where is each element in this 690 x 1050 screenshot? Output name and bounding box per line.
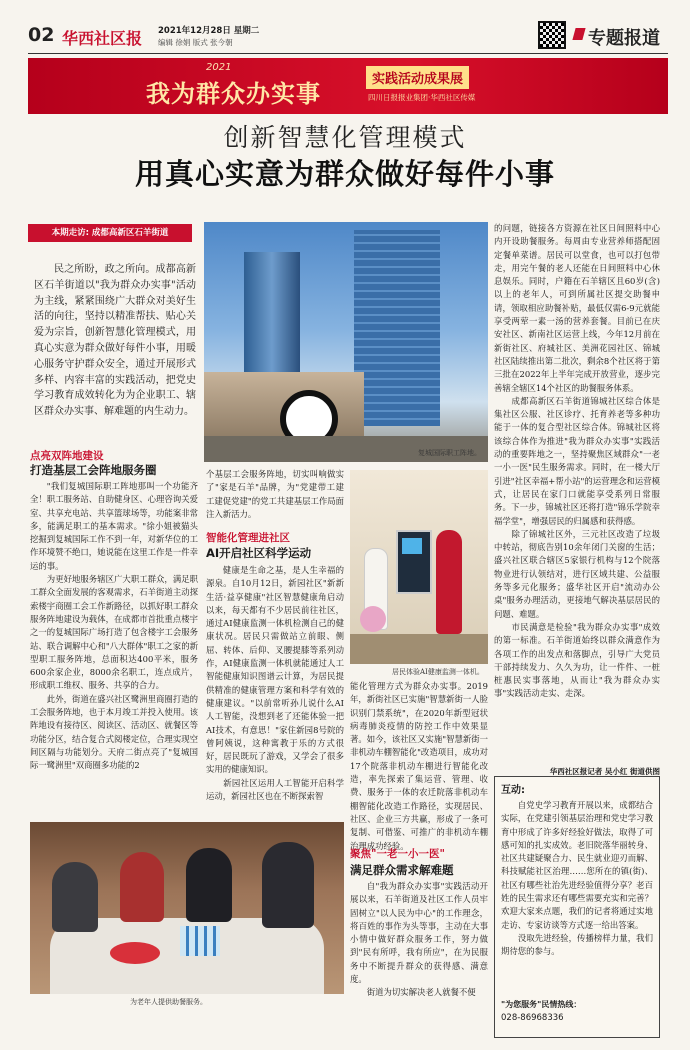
diner-3 [186, 848, 232, 922]
banner-slogan: 我为群众办实事 [146, 80, 321, 108]
photo-ai-health-kiosk [350, 470, 488, 664]
section3-kicker: 聚焦"一老一小一医" [350, 848, 445, 860]
section-name: 专题报道 [588, 28, 660, 49]
issue-date: 2021年12月28日 星期二 [158, 26, 260, 36]
headline-line1: 创新智慧化管理模式 [223, 123, 467, 152]
section1-kicker: 点亮双阵地建设 [30, 450, 104, 462]
visit-tag: 本期走访: 成都高新区石羊街道 [28, 224, 192, 242]
balloons [360, 606, 386, 632]
section1-text-b: 个基层工会服务阵地，切实叫响做实了"家是石羊"品牌，为"党建带工建 工建促党建"的党工共建基层工作局面注入新活力。 [206, 469, 344, 519]
section1-text-a: "我们复城国际职工阵地那叫一个功能齐全！职工服务站、自助健身区、心理咨询关爱室、共享充电站、共享篮球场等，功能案非常多，能满足职工的基本需求。"徐小姐被猫头挖掘到复城国际工作不到一年，对新华位的工作环境赞不绝口，她说能在这里工作是一件幸运的事。 为更好地服务辖区广大职工群众，满足职工群众全面发展的客观需求，石羊街道主动探索楼宇商圈工会工作新路径，以抓好职工群众服务阵地建设为载体，在成都市首批重点楼宇之一的复城国际广场打造了包含楼宇工会服务站、联合调解中心和"八大群体"职工之家的新型职工服务阵地，总面积达400平米，服务600余家企业，8000余名职工，连点成片，形成职工维权、服务、共享的合力。 此外，街道在盛兴社区鹭洲里商圈打造的工会服务阵地，也于本月竣工并投入使用。该阵地设有接待区、阅读区、活动区、就餐区等功能分区，结合复合式阅楼定位，合理实现空间区隔与功能划分。天府二街点亮了"复城国际一鹭洲里"双商圈多功能的2 [30, 481, 198, 771]
paper-name: 华西社区报 [62, 29, 143, 48]
section-icon [572, 28, 585, 40]
qr-code [538, 21, 566, 49]
water-bottles [180, 926, 220, 956]
section3-text-b: 的问题，链接各方资源在社区日间照料中心内开设助餐服务。每周由专业营养师搭配固定餐单菜谱。居民可以堂食，也可以打包带走，用完午餐的老人还能在日间照料中心休息娱乐。同时，户籍在石羊辖区且60岁(含)以上的老年人，可到所属社区提交助餐申请，领取相应助餐补贴，最低仅需6-9元就能享受两荤一素一汤的营养套餐。目前已在庆安社区、新南社区运营上线，今年12月前在新街社区、府城社区、美洲花园社区、锦城社区陆续推出第二批次，剩余8个社区将于第三批在2022年上半年完成开放营业，逐步完善辖全辖区14个社区的助餐服务体系。 成都高新区石羊街道锦城社区综合体是集社区公服、社区诊疗、托育养老等多种功能于一体的复合型社区综合体。锦城社区将该综合体作为推进"我为群众办实事"实践活动的重要阵地之一，坚持聚焦区域群众"一老一小一医"民生服务需求。同时，在一楼大厅引进"社区幸福+帮小站"的运营理念和运营模式，让居民在家门口就能享受系列日常服务。下一步，锦城社区还将打造"锦乐学院幸福学堂"，增强居民的归属感和获得感。 除了锦城社区外，三元社区改造了垃圾中转站，彻底告别10余年闭门关窗的生活；盛兴社区联合辖区5家银行机构与12个院落物业进行认领结对，进行区域共建、公益服务等多元化服务；盛华社区开启"流动办公桌"服务办理活动，更接地气解决基层居民的问题、难题。 市民满意是检验"我为群众办实事"成效的第一标准。石羊街道始终以群众满意作为各项工作的出发点和落脚点，引导广大党员干部持续发力、久久为功，让一件件、一桩桩惠民实事落地，从而让"我为群众办实事"实践活动走实、走深。 [494, 223, 660, 699]
diner-2 [120, 852, 164, 922]
section2-kicker: 智能化管理进社区 [206, 532, 290, 544]
section3-title: 满足群众需求解难题 [350, 863, 454, 877]
section1-title: 打造基层工会阵地服务圈 [30, 463, 157, 477]
kiosk-screen [402, 538, 422, 554]
interact-title: 互动: [501, 785, 525, 796]
intro-paragraph: 民之所盼，政之所向。成都高新区石羊街道以"我为群众办实事"活动为主线，紧紧围绕广大群众对美好生活的向往，坚持以精准帮扶、贴心关爱为宗旨，创新智慧化管理模式，用真心实意为群众做好每件小事，用暖心服务守护群众安全，通过开展形式多样、内容丰富的实践活动，把党史学习教育成效转化为为企业职工、辖区群众办实事、解难题的内生动力。 [34, 264, 196, 418]
section2-title: AI开启社区科学运动 [206, 546, 312, 560]
floor [350, 634, 488, 664]
photo-office-towers [204, 222, 488, 462]
tower-right [354, 230, 440, 426]
diner-4 [262, 842, 314, 928]
masthead-rule [28, 53, 668, 54]
photo3-caption: 为老年人提供助餐服务。 [130, 998, 207, 1006]
diner-1 [52, 862, 98, 932]
photo1-caption: 复城国际职工阵地。 [418, 449, 481, 457]
banner-subtitle: 实践活动成果展 [366, 66, 469, 89]
section2-text-b: 能化管理方式为群众办实事。2019年，新街社区已实施"智慧新街一人脸识别门禁系统"，在2020年新型冠状病毒肺炎疫情的防控工作中效果显著。如今，该社区又实施"智慧新街一非机动车棚智能化"改造项目，成功对17个院落非机动车棚进行智能化改造，率先探索了集运营、管理、收费、服务于一体的农迁院落非机动车棚智能化改造工作路径，实现居民、社区、企业三方共赢，形成了一条可复制、可借鉴、可推广的非机动车棚治理成功经验。 [350, 681, 488, 851]
woman-red [436, 530, 462, 634]
photo-elderly-dining [30, 822, 344, 994]
interact-box [494, 776, 660, 1038]
photo2-caption: 居民体验AI健康监测一体机。 [392, 668, 484, 676]
fruit-plate [110, 942, 160, 964]
section3-text-a: 自"我为群众办实事"实践活动开展以来，石羊街道及社区工作人员牢固树立"以人民为中心"的工作理念，将百姓的事作为头等事，主动在大事小情中做好群众服务工作，努力做到"民有所呼，我有所应"，在为民服务中不断提升群众的获得感、满意度。 街道为切实解决老人就餐不便 [350, 881, 488, 998]
masthead [28, 20, 668, 56]
hotline-label: "为您服务"民情热线： [501, 1000, 582, 1009]
page-number: 02 [28, 24, 55, 46]
interact-text: 自党史学习教育开展以来，成都结合实际，在党建引领基层治理和党史学习教育中形成了许多好经验好做法，取得了可感可知的扎实成效。老旧院落华丽转身、社区共建疑聚合力、民生就业迎刃而解、科技赋能社区治理……您所在的镇(街)、社区有哪些社治先进经验值得分享？老百姓的民生需求还有哪些需要充实和完善？欢迎大家来点题，我们的记者将通过实地走访、专家访谈等方式逐一给出答案。 没取先进经验，传播榜样力量，我们期待您的参与。 [501, 800, 653, 957]
section3-byline: 华西社区报记者 吴小红 街道供图 [549, 767, 660, 776]
banner-org: 四川日报报业集团·华西社区传媒 [368, 93, 476, 102]
banner-year: 2021 [206, 62, 232, 73]
editors: 编辑 徐娟 版式 张今朝 [158, 38, 233, 47]
hotline-number: 028-86968336 [501, 1013, 564, 1023]
section2-text-a: 健康是生命之基，是人生幸福的源泉。自10月12日，新园社区"新新生活·益享健康"社区智慧健康角启动以来，每天都有不少居民前往社区，通过AI健康监测一体机检测自己的健康状况。居民只需做站立前眼、侧屈、转体、后仰、叉腰提膝等系列动作，AI健康监测一体机就能通过人工智能健康知识图谱云计算，为居民提供精准的健康管理方案和科学有效的健康建议。"以前常听孙儿说什么AI人工智能，没想到老了还能体验一把AI技术，有意思！"家住新园8号院的曾阿姨说，这种寓教于乐的方式很好，居民既玩了游戏，又学会了很多实用的健康知识。 新园社区运用人工智能开启科学运动，新园社区也在不断探索智 [206, 565, 344, 802]
campaign-banner [28, 58, 668, 114]
headline-line2: 用真心实意为群众做好每件小事 [134, 157, 555, 191]
